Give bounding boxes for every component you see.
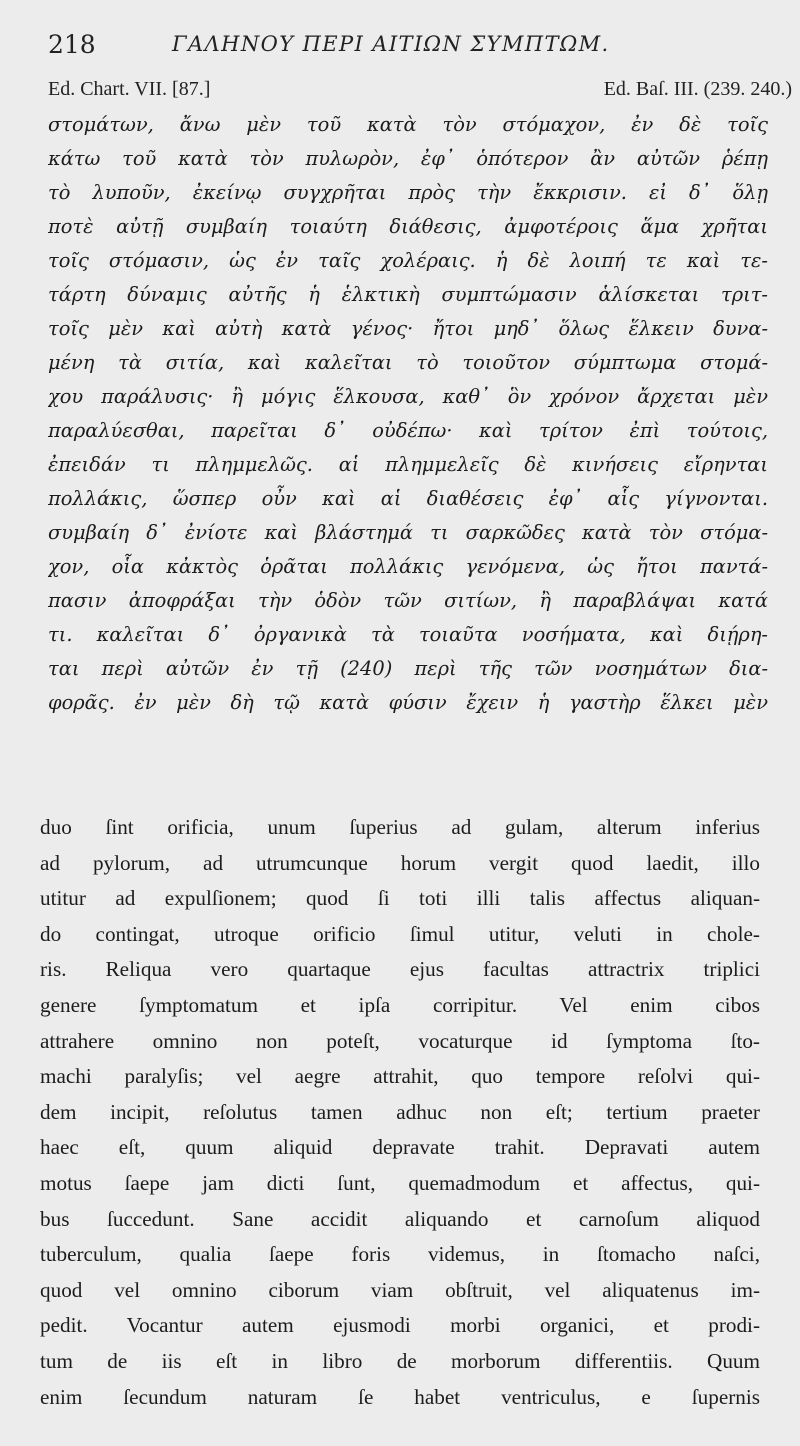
latin-line: bus ſuccedunt. Sane accidit aliquando et carnoſum aliquod (40, 1206, 760, 1231)
greek-line: κάτω τοῦ κατὰ τὸν πυλωρὸν, ἐφ᾽ ὁπότερον ἂν αὐτῶν ῥέπῃ (48, 147, 768, 170)
latin-line: tum de iis eſt in libro de morborum differentiis. Quum (40, 1348, 760, 1373)
greek-line: τοῖς μὲν καὶ αὐτὴ κατὰ γένος· ἤτοι μηδ᾽ ὅλως ἕλκειν δυνα- (48, 317, 768, 340)
latin-text-block (40, 810, 760, 1415)
greek-line: τοῖς στόμασιν, ὡς ἐν ταῖς χολέραις. ἡ δὲ λοιπή τε καὶ τε- (48, 249, 768, 272)
latin-line: duo ſint orificia, unum ſuperius ad gulam, alterum inferius (40, 815, 760, 839)
latin-line: ris. Reliqua vero quartaque ejus facultas attractrix triplici (40, 957, 760, 982)
greek-line: ποτὲ αὐτῇ συμβαίη τοιαύτη διάθεσις, ἀμφοτέροις ἅμα χρῆται (48, 215, 768, 238)
latin-line: utitur ad expulſionem; quod ſi toti illi talis affectus aliquan- (40, 886, 760, 911)
latin-line: machi paralyſis; vel aegre attrahit, quo tempore reſolvi qui- (40, 1064, 760, 1089)
greek-line: ται περὶ αὐτῶν ἐν τῇ (240) περὶ τῆς τῶν νοσημάτων δια- (48, 657, 768, 680)
latin-line: attrahere omnino non poteſt, vocaturque id ſymptoma ſto- (40, 1028, 760, 1053)
latin-line: enim ſecundum naturam ſe habet ventriculus, e ſupernis (40, 1384, 760, 1409)
greek-line: μένη τὰ σιτία, καὶ καλεῖται τὸ τοιοῦτον σύμπτωμα στομά- (48, 351, 768, 374)
greek-line: πασιν ἀποφράξαι τὴν ὁδὸν τῶν σιτίων, ἢ παραβλάψαι κατά (48, 589, 768, 612)
greek-line: συμβαίη δ᾽ ἐνίοτε καὶ βλάστημά τι σαρκῶδες κατὰ τὸν στόμα- (48, 521, 768, 544)
greek-line: πολλάκις, ὥσπερ οὖν καὶ αἱ διαθέσεις ἐφ᾽ αἷς γίγνονται. (48, 487, 768, 510)
edition-references (48, 78, 792, 108)
greek-line: τι. καλεῖται δ᾽ ὀργανικὰ τὰ τοιαῦτα νοσήματα, καὶ διῄρη- (48, 623, 768, 646)
greek-line: παραλύεσθαι, παρεῖται δ᾽ οὐδέπω· καὶ τρίτον ἐπὶ τούτοις, (48, 419, 768, 442)
latin-line: haec eſt, quum aliquid depravate trahit. Depravati autem (40, 1135, 760, 1160)
greek-line: χον, οἷα κἀκτὸς ὁρᾶται πολλάκις γενόμενα, ὡς ἤτοι παντά- (48, 555, 768, 578)
greek-line: ἐπειδάν τι πλημμελῶς. αἱ πλημμελεῖς δὲ κινήσεις εἴρηνται (48, 453, 768, 476)
latin-line: dem incipit, reſolutus tamen adhuc non eſt; tertium praeter (40, 1099, 760, 1124)
greek-line: τάρτη δύναμις αὐτῆς ἡ ἑλκτικὴ συμπτώμασιν ἁλίσκεται τριτ- (48, 283, 768, 306)
latin-line: pedit. Vocantur autem ejusmodi morbi organici, et prodi- (40, 1313, 760, 1338)
latin-line: tuberculum, qualia ſaepe foris videmus, in ſtomacho naſci, (40, 1242, 760, 1267)
page-header (48, 26, 768, 66)
latin-line: do contingat, utroque orificio ſimul utitur, veluti in chole- (40, 921, 760, 946)
greek-line: χου παράλυσις· ἢ μόγις ἕλκουσα, καθ᾽ ὃν χρόνον ἄρχεται μὲν (48, 385, 768, 408)
latin-line: motus ſaepe jam dicti ſunt, quemadmodum et affectus, qui- (40, 1170, 760, 1195)
greek-line: τὸ λυποῦν, ἐκείνῳ συγχρῆται πρὸς τὴν ἔκκρισιν. εἰ δ᾽ ὅλῃ (48, 181, 768, 204)
running-title: ΓΑΛΗΝΟΥ ΠΕΡΙ ΑΙΤΙΩΝ ΣΥΜΠΤΩΜ. (172, 32, 610, 56)
greek-line: στομάτων, ἄνω μὲν τοῦ κατὰ τὸν στόμαχον, ἐν δὲ τοῖς (48, 113, 768, 136)
edition-basel: Ed. Baſ. III. (239. 240.) (603, 78, 792, 100)
edition-chartier: Ed. Chart. VII. [87.] (48, 78, 211, 100)
latin-line: quod vel omnino ciborum viam obſtruit, vel aliquatenus im- (40, 1277, 760, 1302)
page-number: 218 (48, 30, 96, 59)
latin-line: genere ſymptomatum et ipſa corripitur. Vel enim cibos (40, 992, 760, 1017)
latin-line: ad pylorum, ad utrumcunque horum vergit quod laedit, illo (40, 850, 760, 875)
greek-text-block (48, 108, 768, 720)
greek-line: φορᾶς. ἐν μὲν δὴ τῷ κατὰ φύσιν ἔχειν ἡ γαστὴρ ἕλκει μὲν (48, 691, 768, 714)
